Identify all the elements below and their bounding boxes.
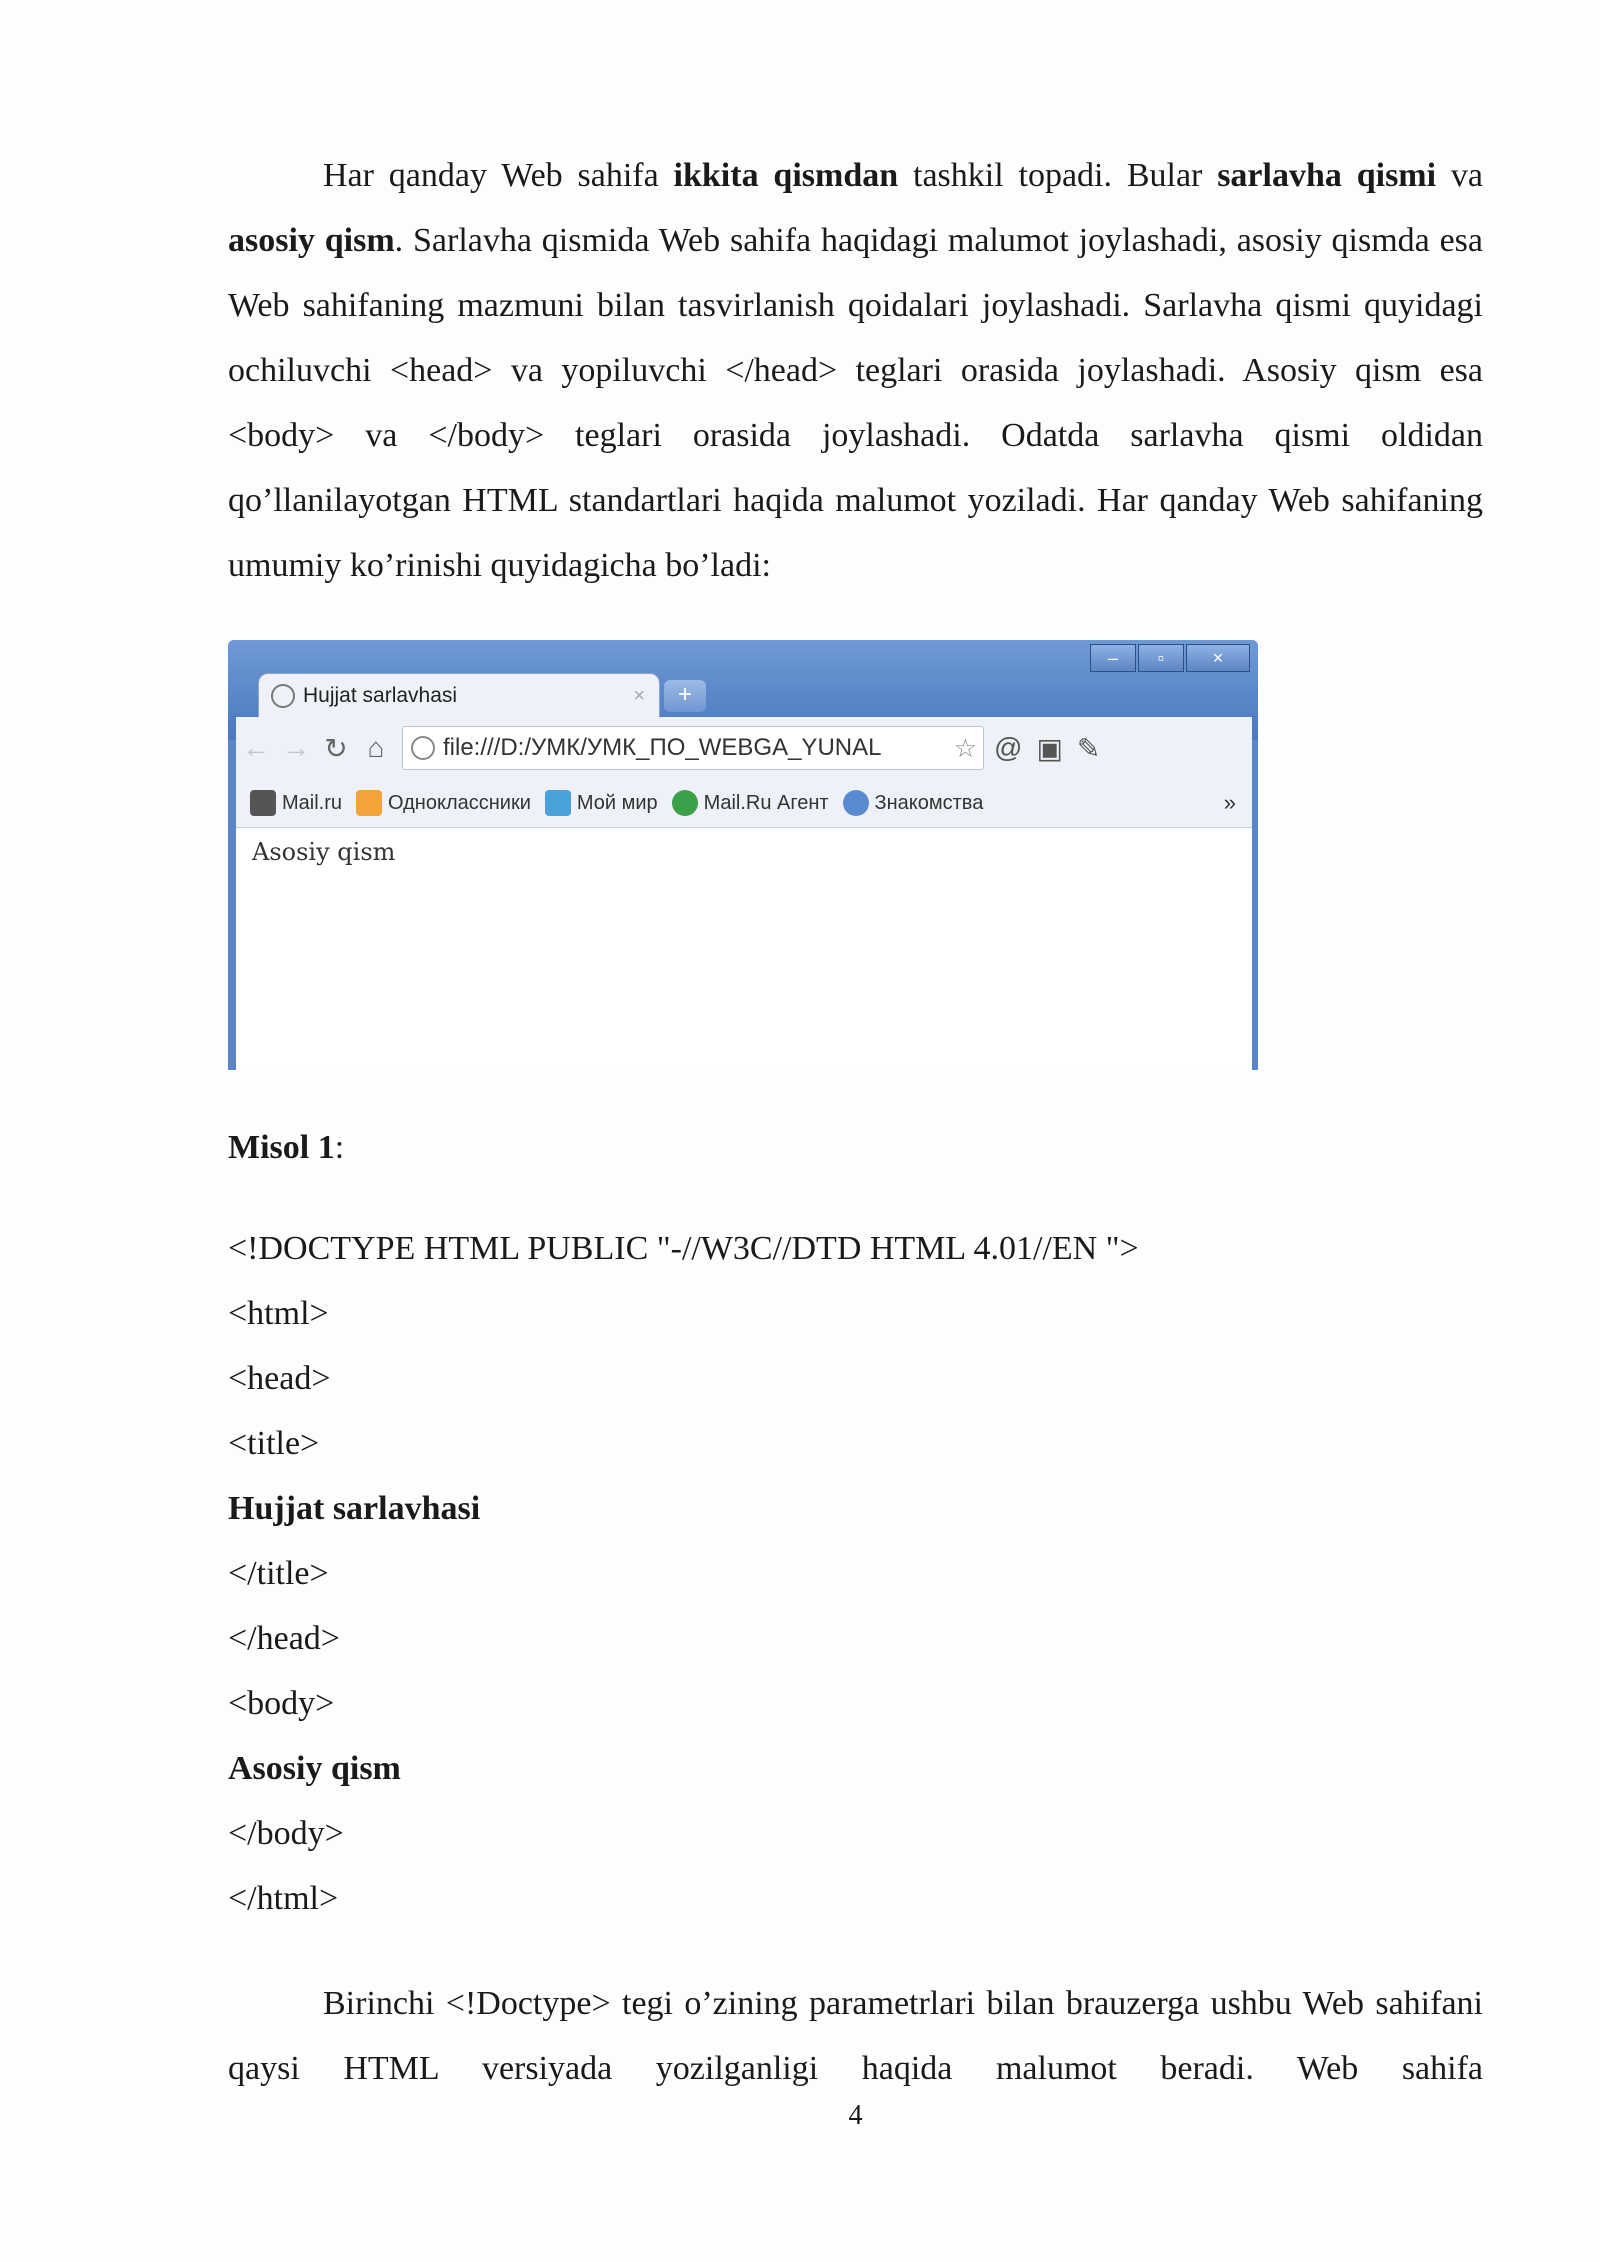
tab-close-icon[interactable]: × — [633, 684, 645, 707]
example-label: Misol 1 — [228, 1129, 335, 1166]
agent-icon — [672, 790, 698, 816]
globe-icon — [271, 684, 295, 708]
text-span: . Sarlavha qismida Web sahifa haqidagi malumot joylashadi, asosiy qismda esa Web sahifaning mazmuni bilan tasvirlanish qoidalari joylashadi. Sarlavha qismi quyidagi ochiluvchi <head> va yopiluvchi </head> teglari orasida joylashadi. Asosiy qism esa <body> va </body> teglari orasida joylashadi. Odatda sarlavha qismi oldidan qo’llanilayotgan HTML standartlari haqida malumot yoziladi. Har qanday Web sahifaning umumiy ko’rinishi quyidagicha bo’ladi: — [228, 222, 1483, 584]
window-buttons — [1090, 644, 1250, 672]
bold-term: ikkita qismdan — [673, 157, 899, 194]
page-number: 4 — [848, 2100, 863, 2131]
bold-term: sarlavha qismi — [1217, 157, 1437, 194]
mailru-icon — [250, 790, 276, 816]
bookmark-label: Mail.Ru Агент — [703, 791, 829, 814]
back-icon[interactable]: ← — [242, 732, 270, 763]
forward-icon[interactable]: → — [282, 732, 310, 763]
code-line: </html> — [228, 1880, 339, 1917]
wrench-icon[interactable]: ✎ — [1076, 732, 1101, 764]
text-span: Har qanday Web sahifa — [323, 157, 659, 194]
text-span: tashkil topadi. Bular — [913, 157, 1203, 194]
bookmark-item[interactable] — [545, 790, 658, 816]
doctype-paragraph — [228, 1971, 1483, 2101]
camera-icon[interactable]: ▣ — [1036, 732, 1063, 764]
example-colon: : — [334, 1129, 345, 1166]
moi-mir-icon — [545, 790, 571, 816]
bookmark-label: Mail.ru — [282, 791, 343, 814]
bookmark-item[interactable] — [672, 790, 829, 816]
code-line: Hujjat sarlavhasi — [228, 1490, 481, 1527]
maximize-button[interactable]: ▫ — [1138, 644, 1184, 672]
znakomstva-icon — [843, 790, 869, 816]
code-line: </head> — [228, 1620, 340, 1657]
code-listing — [228, 1216, 1139, 1931]
toolbar-extensions — [994, 732, 1100, 765]
code-line: <body> — [228, 1685, 335, 1722]
home-icon[interactable]: ⌂ — [367, 732, 385, 763]
code-line: </body> — [228, 1815, 344, 1852]
content-text: Asosiy qism — [252, 838, 396, 866]
bold-term: asosiy qism — [228, 222, 395, 259]
address-text: file:///D:/УМК/УМК_ПО_WEBGA_YUNAL — [443, 734, 882, 761]
bookmark-item[interactable] — [843, 790, 984, 816]
tab-title: Hujjat sarlavhasi — [303, 684, 458, 707]
code-line: <title> — [228, 1425, 320, 1462]
address-bar[interactable] — [402, 726, 984, 770]
chevron-right-icon: » — [1223, 790, 1236, 815]
mail-agent-icon[interactable]: @ — [994, 731, 1023, 763]
minimize-button[interactable]: – — [1090, 644, 1136, 672]
code-line: <head> — [228, 1360, 331, 1397]
reload-icon[interactable]: ↻ — [324, 732, 348, 764]
close-window-button[interactable]: × — [1186, 644, 1250, 672]
odnoklassniki-icon — [356, 790, 382, 816]
intro-paragraph — [228, 143, 1483, 598]
example-heading — [228, 1115, 344, 1180]
bookmark-item[interactable] — [250, 790, 342, 816]
code-line: <html> — [228, 1295, 329, 1332]
bookmark-label: Одноклассники — [388, 791, 531, 814]
bookmark-label: Мой мир — [576, 791, 658, 814]
bookmarks-more-button[interactable] — [1224, 790, 1236, 816]
star-icon[interactable]: ☆ — [953, 732, 977, 763]
browser-content — [236, 828, 1252, 1070]
browser-screenshot — [228, 640, 1258, 1070]
bookmarks-bar — [236, 779, 1252, 828]
globe-icon — [411, 736, 435, 760]
browser-tab[interactable] — [258, 673, 660, 718]
code-line: <!DOCTYPE HTML PUBLIC "-//W3C//DTD HTML 4.01//EN "> — [228, 1230, 1139, 1267]
code-line: </title> — [228, 1555, 329, 1592]
bookmark-item[interactable] — [356, 790, 531, 816]
browser-toolbar — [236, 717, 1252, 779]
code-line: Asosiy qism — [228, 1750, 401, 1787]
text-span: va — [1450, 157, 1484, 194]
new-tab-button[interactable]: + — [664, 680, 706, 712]
bookmark-label: Знакомства — [874, 791, 984, 814]
text-span: Birinchi <!Doctype> tegi o’zining parametrlari bilan brauzerga ushbu Web sahifani qaysi HTML versiyada yozilganligi haqida malumot beradi. Web sahifa — [228, 1985, 1483, 2087]
